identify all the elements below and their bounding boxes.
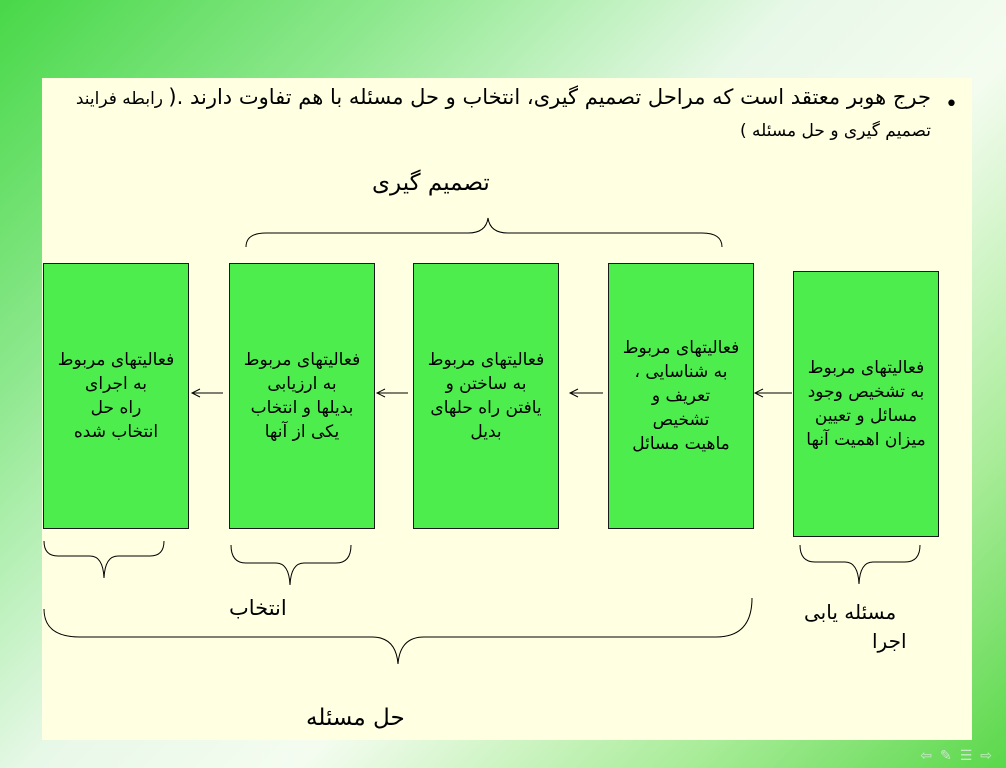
slide-nav-controls[interactable] xyxy=(920,748,1000,764)
box-problem-identification: فعالیتهای مربوط به تشخیص وجود مسائل و تعیین میزان اهمیت آنها xyxy=(793,271,939,537)
pen-icon[interactable]: ✎ xyxy=(939,748,960,764)
bullet-parenthetical: رابطه فرایند تصمیم گیری و حل مسئله ) xyxy=(75,89,931,141)
box-alternative-evaluation: فعالیتهای مربوط به ارزیابی بدیلها و انتخاب یکی از آنها xyxy=(229,263,375,529)
box-implementation: فعالیتهای مربوط به اجرای راه حل انتخاب شده xyxy=(43,263,189,529)
bullet-point: • xyxy=(945,92,958,117)
menu-icon[interactable]: ☰ xyxy=(959,748,981,764)
forward-arrow-icon[interactable]: ⇨ xyxy=(980,748,1000,764)
label-problem-finding: مسئله یابی xyxy=(804,600,897,624)
label-choice: انتخاب xyxy=(229,596,287,620)
bullet-main-text: جرج هوبر معتقد است که مراحل تصمیم گیری، انتخاب و حل مسئله با هم تفاوت دارند .( xyxy=(168,85,931,109)
label-implementation: اجرا xyxy=(872,629,907,653)
label-decision-making: تصمیم گیری xyxy=(372,170,490,196)
bullet-text xyxy=(75,82,931,146)
back-arrow-icon[interactable]: ⇦ xyxy=(920,748,940,764)
label-problem-solving: حل مسئله xyxy=(306,705,405,731)
box-problem-definition: فعالیتهای مربوط به شناسایی ، تعریف و تشخیص ماهیت مسائل xyxy=(608,263,754,529)
box-alternative-generation: فعالیتهای مربوط به ساختن و یافتن راه حلهای بدیل xyxy=(413,263,559,529)
